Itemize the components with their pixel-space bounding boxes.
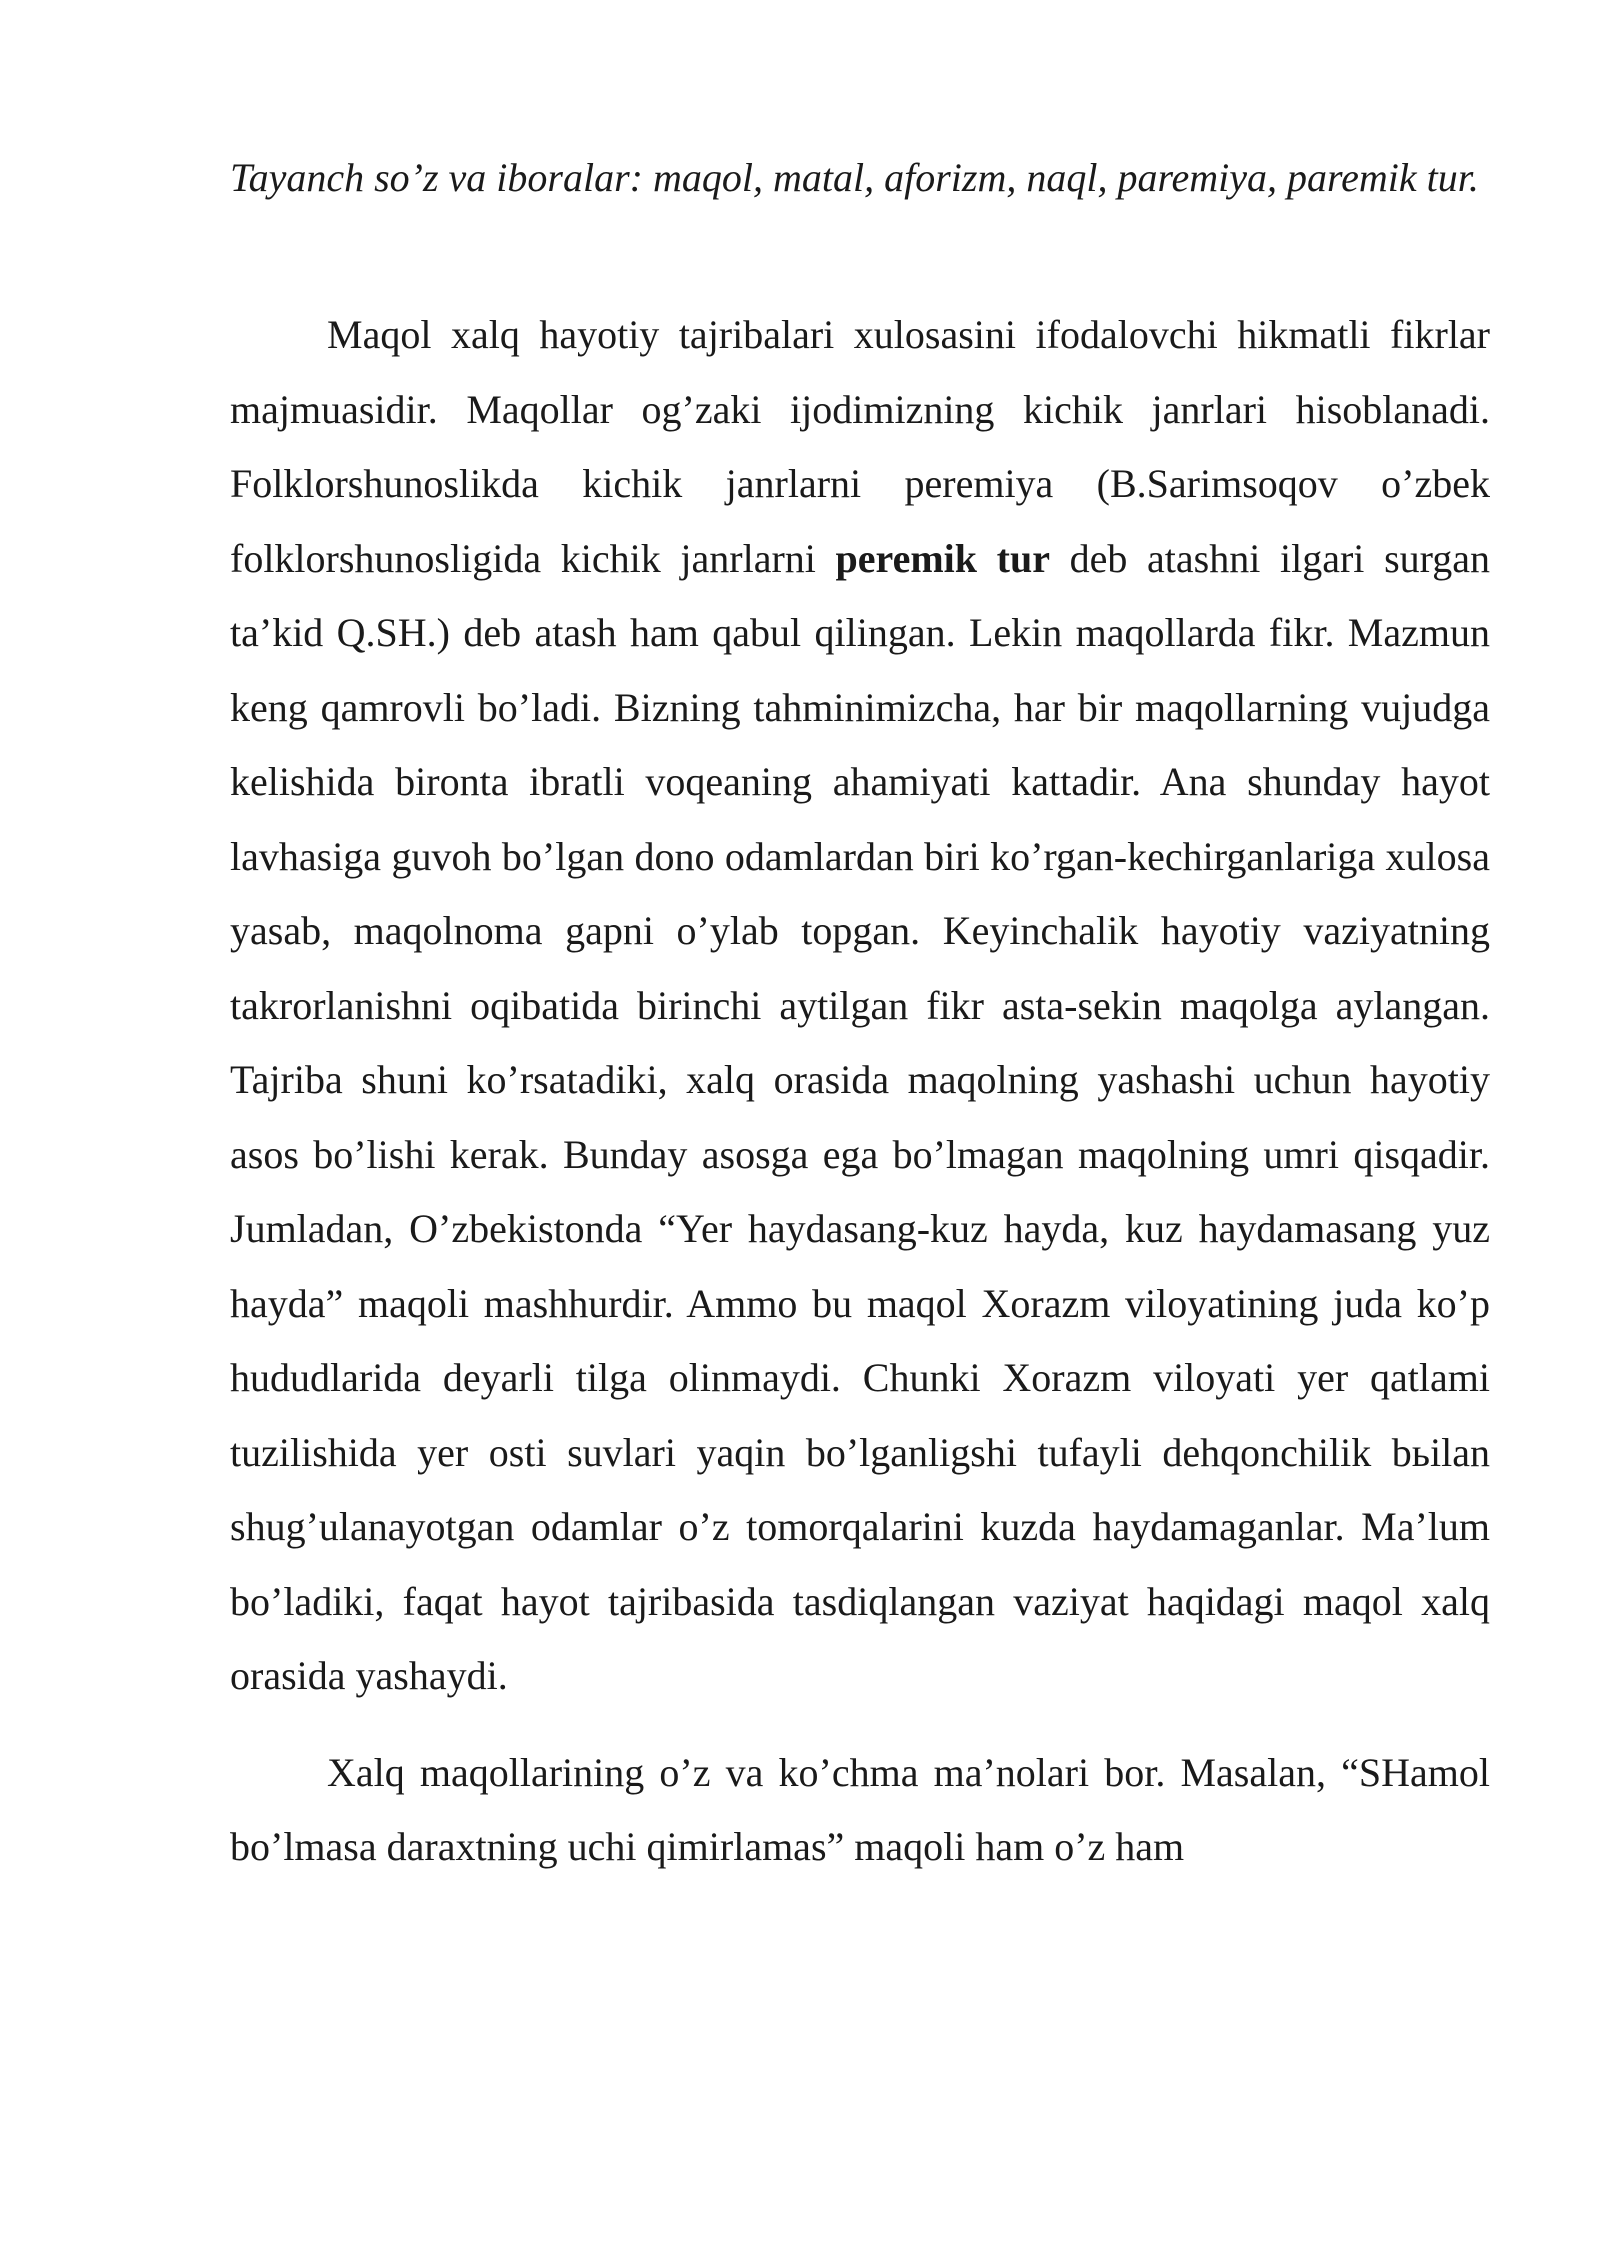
- document-page: [230, 150, 1490, 1885]
- paragraph-1-text-a: Maqol xalq hayotiy tajribalari xulosasini ifodalovchi hikmatli fikrlar majmuasidir. Maqollar og’zaki ijodimizning kichik janrlari hisoblanadi. Folklorshunoslikda kichik janrlarni peremiya (B.Sarimsoqov o’zbek folklorshunosligida kichik janrlarni: [230, 312, 1490, 581]
- paragraph-1-bold-term: peremik tur: [835, 535, 1050, 581]
- keywords-line: Tayanch so’z va iboralar: maqol, matal, aforizm, naql, paremiya, paremik tur.: [230, 155, 1479, 200]
- paragraph-1: [230, 298, 1490, 1714]
- paragraph-2: Xalq maqollarining o’z va ko’chma ma’nolari bor. Masalan, “SHamol bo’lmasa daraxtning uchi qimirlamas” maqoli ham o’z ham: [230, 1749, 1490, 1869]
- paragraph-1-text-b: deb atashni ilgari surgan ta’kid Q.SH.) deb atash ham qabul qilingan. Lekin maqollarda fikr. Mazmun keng qamrovli bo’ladi. Bizning tahminimizcha, har bir maqollarning vujudga kelishida bironta ibratli voqeaning ahamiyati kattadir. Ana shunday hayot lavhasiga guvoh bo’lgan dono odamlardan biri ko’rgan-kechirganlariga xulosa yasab, maqolnoma gapni o’ylab topgan. Keyinchalik hayotiy vaziyatning takrorlanishni oqibatida birinchi aytilgan fikr asta-sekin maqolga aylangan. Tajriba shuni ko’rsatadiki, xalq orasida maqolning yashashi uchun hayotiy asos bo’lishi kerak. Bunday asosga ega bo’lmagan maqolning umri qisqadir. Jumladan, O’zbekistonda “Yer haydasang-kuz hayda, kuz haydamasang yuz hayda” maqoli mashhurdir. Ammo bu maqol Xorazm viloyatining juda ko’p hududlarida deyarli tilga olinmaydi. Chunki Xorazm viloyati yer qatlami tuzilishida yer osti suvlari yaqin bo’lganligshi tufayli dehqonchilik bьilan shug’ulanayotgan odamlar o’z tomorqalarini kuzda haydamaganlar. Ma’lum bo’ladiki, faqat hayot tajribasida tasdiqlangan vaziyat haqidagi maqol xalq orasida yashaydi.: [230, 535, 1490, 1698]
